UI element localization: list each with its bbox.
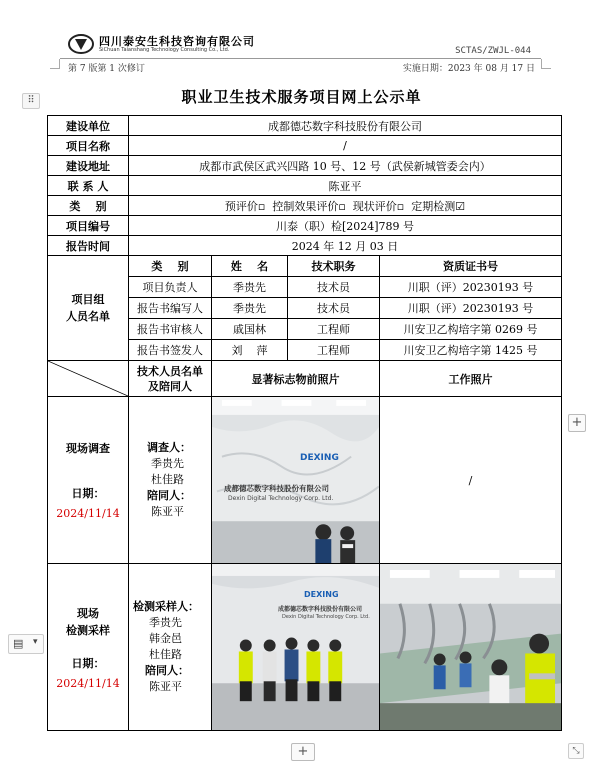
sampler-name: 杜佳路 [149,648,182,661]
col-cert-header: 资质证书号 [380,256,562,277]
survey-section [48,397,129,564]
add-column-button[interactable]: + [568,414,586,432]
row-report-time [48,236,562,256]
companion-label: 陪同人： [147,489,191,502]
team-title: 技术员 [288,298,380,319]
survey-row [48,397,562,564]
sampling-label-2: 检测采样 [66,623,110,637]
survey-landmark-photo[interactable] [212,397,379,563]
contact-value: 陈亚平 [129,176,562,196]
company-name-en: SiChuan Taianshang Technology Consulting Co., Ltd. [99,47,230,53]
document-code: SCTAS/ZWJL-044 [455,46,531,56]
address-value: 成都市武侯区武兴四路 10 号、12 号（武侯新城管委会内） [129,156,562,176]
address-label: 建设地址 [48,156,129,176]
sampling-label-1: 现场 [77,606,99,620]
diagonal-header-cell [48,361,129,397]
sampling-landmark-photo[interactable] [212,564,379,730]
survey-label: 现场调查 [66,442,110,455]
row-project-no [48,216,562,236]
team-cert: 川职（评）20230193 号 [380,298,562,319]
companion-name: 陈亚平 [151,505,184,518]
add-row-button[interactable]: + [291,743,315,761]
revision-text: 第 7 版第 1 次修订 [68,64,145,74]
col-people-line-2: 及陪同人 [148,379,192,393]
header-rule [60,58,541,59]
investigator-name: 季贵先 [151,457,184,470]
sampler-name: 季贵先 [149,616,182,629]
type-label: 类 别 [48,196,129,216]
resize-handle-icon[interactable]: ⤡ [568,743,584,759]
companion-name: 陈亚平 [149,680,182,693]
project-no-label: 项目编号 [48,216,129,236]
col-title-header: 技术职务 [288,256,380,277]
team-name: 季贵先 [212,298,288,319]
team-cert: 川安卫乙构培字第 1425 号 [380,340,562,361]
sampler-name: 韩金邑 [149,632,182,645]
team-category: 项目负责人 [129,277,212,298]
col-work-header: 工作照片 [380,361,562,397]
work-photo-image [380,564,561,730]
team-title: 工程师 [288,319,380,340]
team-title: 技术员 [288,277,380,298]
investigator-name: 杜佳路 [151,473,184,486]
corner-mark-right [541,59,551,69]
team-label-line-1: 项目组 [71,293,105,306]
document-title: 职业卫生技术服务项目网上公示单 [181,88,422,106]
project-name-label: 项目名称 [48,136,129,156]
report-time-value: 2024 年 12 月 03 日 [129,236,562,256]
companion-label: 陪同人： [145,664,189,677]
landmark-sign-cn: 成都德芯数字科技股份有限公司 [278,606,363,613]
company-logo-icon [68,33,94,55]
row-format-icon: ▤ [13,637,24,650]
team-name: 刘 萍 [212,340,288,361]
survey-landmark-photo-cell [212,397,380,564]
landmark-photo-image [212,564,379,730]
sampling-work-photo[interactable] [380,564,561,730]
team-label-line-2: 人员名单 [66,310,110,323]
col-people-header [129,361,212,397]
survey-date-label: 日期： [71,487,105,500]
effective-date: 实施日期：2023 年 08 月 17 日 [402,64,535,74]
landmark-photo-image [212,397,379,563]
col-category-header: 类 别 [129,256,212,277]
project-name-value: / [129,136,562,156]
landmark-brand-text: DEXING [300,453,339,463]
team-name: 戚国林 [212,319,288,340]
team-title: 工程师 [288,340,380,361]
landmark-brand-text: DEXING [304,590,339,599]
survey-people [129,397,212,564]
team-cert: 川安卫乙构培字第 0269 号 [380,319,562,340]
report-time-label: 报告时间 [48,236,129,256]
landmark-sign-en: Dexin Digital Technology Corp. Ltd. [228,495,334,502]
team-category: 报告书审核人 [129,319,212,340]
unit-value: 成都德芯数字科技股份有限公司 [129,116,562,136]
team-cert: 川职（评）20230193 号 [380,277,562,298]
sampling-row [48,564,562,731]
photo-header-row [48,361,562,397]
col-name-header: 姓 名 [212,256,288,277]
team-section-label [48,256,129,361]
col-people-line-1: 技术人员名单 [137,364,203,378]
landmark-sign-en: Dexin Digital Technology Corp. Ltd. [282,614,370,620]
row-project-name [48,136,562,156]
disclosure-table [47,115,562,731]
sampling-section [48,564,129,731]
survey-date: 2024/11/14 [56,507,120,520]
team-header-row [48,256,562,277]
unit-label: 建设单位 [48,116,129,136]
chevron-down-icon: ▾ [33,637,38,647]
project-no-value: 川泰（职）检[2024]789 号 [129,216,562,236]
sampling-people [129,564,212,731]
row-contact [48,176,562,196]
diagonal-line [48,361,128,396]
sampling-work-photo-cell [380,564,562,731]
col-landmark-header: 显著标志物前照片 [212,361,380,397]
company-name-cn: 四川泰安生科技咨询有限公司 [99,35,255,48]
landmark-sign-cn: 成都德芯数字科技股份有限公司 [224,484,329,493]
team-category: 报告书编写人 [129,298,212,319]
team-category: 报告书签发人 [129,340,212,361]
sampling-date: 2024/11/14 [56,676,120,690]
contact-label: 联 系 人 [48,176,129,196]
sampling-date-label: 日期： [71,656,105,670]
corner-mark-left [50,59,60,69]
row-type [48,196,562,216]
row-unit [48,116,562,136]
team-name: 季贵先 [212,277,288,298]
investigator-label: 调查人： [147,441,191,454]
sampler-label: 检测采样人： [133,600,199,613]
table-move-handle-icon[interactable]: ⠿ [22,93,40,109]
survey-work-photo-cell: / [380,397,562,564]
row-address [48,156,562,176]
row-tools-menu[interactable] [8,634,44,654]
sampling-landmark-photo-cell [212,564,380,731]
type-options: 预评价▫ 控制效果评价▫ 现状评价▫ 定期检测☑ [129,196,562,216]
